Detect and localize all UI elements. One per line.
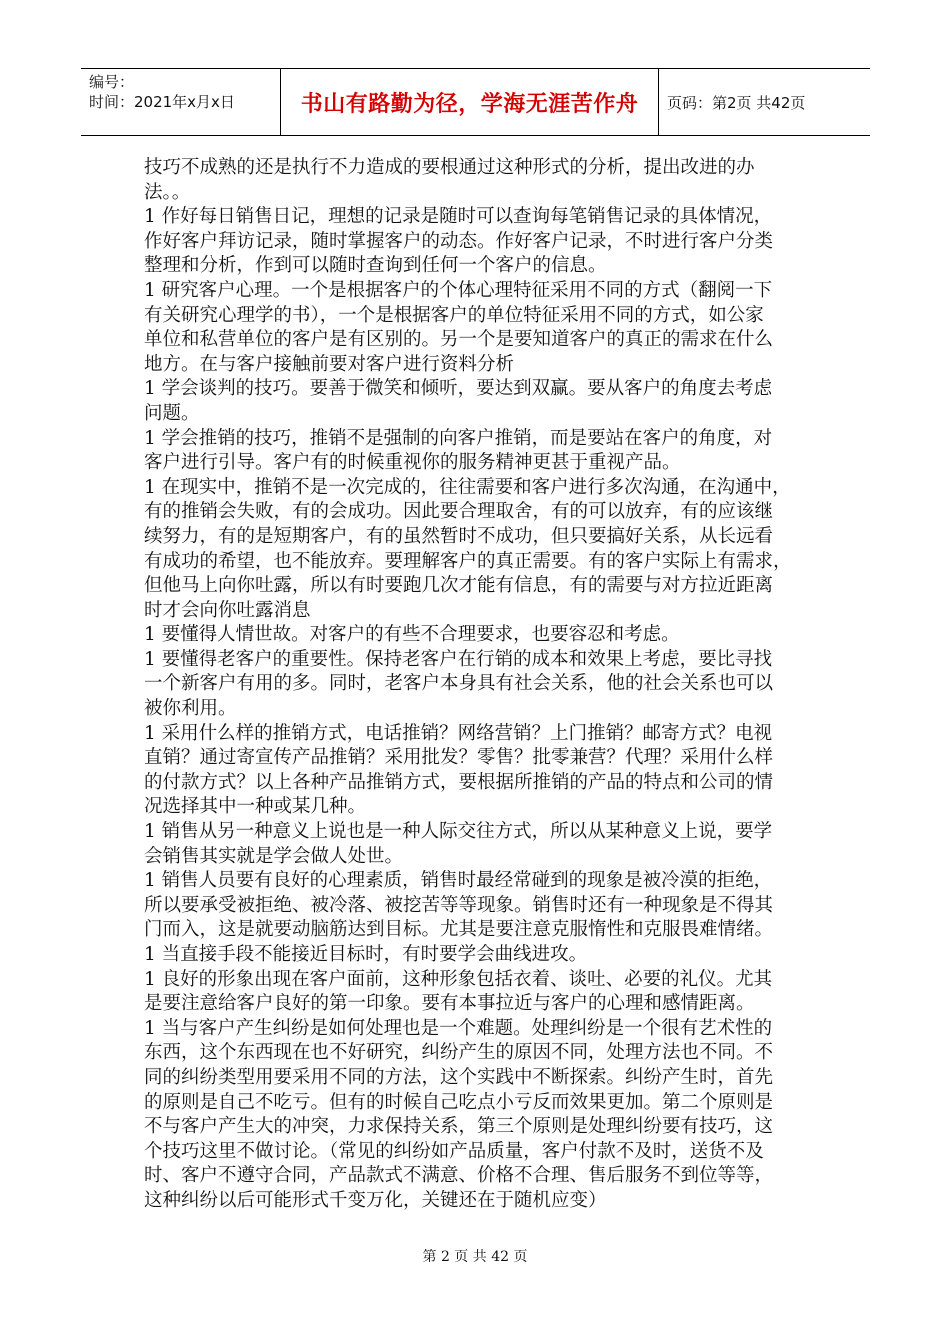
body-text-line: 不与客户产生大的冲突，力求保持关系，第三个原则是处理纠纷要有技巧，这 xyxy=(144,1116,774,1138)
body-text-line: 直销？通过寄宣传产品推销？采用批发？零售？批零兼营？代理？采用什么样 xyxy=(144,747,774,769)
body-text-line: 门而入，这是就要动脑筋达到目标。尤其是要注意克服惰性和克服畏难情绪。 xyxy=(144,919,774,941)
body-text-line: 但他马上向你吐露，所以有时要跑几次才能有信息，有的需要与对方拉近距离 xyxy=(144,575,774,597)
page-footer xyxy=(0,1246,950,1266)
body-text-line: 一个新客户有用的多。同时，老客户本身具有社会关系，他的社会关系也可以 xyxy=(144,673,774,695)
body-text-line: 问题。 xyxy=(144,402,200,424)
body-text-line: 1 良好的形象出现在客户面前，这种形象包括衣着、谈吐、必要的礼仪。尤其 xyxy=(144,968,773,990)
body-text-line: 1 当与客户产生纠纷是如何处理也是一个难题。处理纠纷是一个很有艺术性的 xyxy=(144,1017,773,1039)
body-text-line: 这种纠纷以后可能形式千变万化，关键还在于随机应变） xyxy=(144,1189,607,1211)
footer-page-number: 第 2 页 共 42 页 xyxy=(422,1249,528,1265)
body-text-line: 1 销售人员要有良好的心理素质，销售时最经常碰到的现象是被冷漠的拒绝， xyxy=(144,870,773,892)
body-text-line: 法。。 xyxy=(144,181,191,203)
body-text-line: 的原则是自己不吃亏。但有的时候自己吃点小亏反而效果更加。第二个原则是 xyxy=(144,1091,774,1113)
body-text-line: 客户进行引导。客户有的时候重视你的服务精神更甚于重视产品。 xyxy=(144,452,681,474)
body-text-line: 有的推销会失败，有的会成功。因此要合理取舍，有的可以放弃，有的应该继 xyxy=(144,501,774,523)
header-motto: 书山有路勤为径，学海无涯苦作舟 xyxy=(300,91,639,117)
body-text-line: 1 在现实中，推销不是一次完成的，往往需要和客户进行多次沟通，在沟通中， xyxy=(144,476,791,498)
page-header xyxy=(81,68,870,136)
document-date: 时间：2021年x月x日 xyxy=(89,93,235,111)
body-text-line: 的付款方式？以上各种产品推销方式，要根据所推销的产品的特点和公司的情 xyxy=(144,771,774,793)
body-text-line: 个技巧这里不做讨论。（常见的纠纷如产品质量，客户付款不及时，送货不及 xyxy=(144,1140,764,1162)
body-text-line: 1 学会推销的技巧，推销不是强制的向客户推销，而是要站在客户的角度，对 xyxy=(144,427,773,449)
body-text-line: 1 研究客户心理。一个是根据客户的个体心理特征采用不同的方式（翻阅一下 xyxy=(144,279,773,301)
body-text-line: 是要注意给客户良好的第一印象。要有本事拉近与客户的心理和感情距离。 xyxy=(144,993,755,1015)
body-text-line: 被你利用。 xyxy=(144,698,237,720)
header-page-info: 页码：第2页 共42页 xyxy=(667,93,806,112)
header-page-cell xyxy=(659,69,870,135)
body-text-line: 单位和私营单位的客户是有区别的。另一个是要知道客户的真正的需求在什么 xyxy=(144,329,774,351)
body-text-line: 有关研究心理学的书），一个是根据客户的单位特征采用不同的方式，如公家 xyxy=(144,304,764,326)
body-text-line: 技巧不成熟的还是执行不力造成的要根通过这种形式的分析，提出改进的办 xyxy=(144,157,755,178)
body-text-line: 有成功的希望，也不能放弃。要理解客户的真正需要。有的客户实际上有需求， xyxy=(144,550,792,572)
body-text-line: 1 要懂得老客户的重要性。保持老客户在行销的成本和效果上考虑，要比寻找 xyxy=(144,648,773,670)
body-text-line: 作好客户拜访记录，随时掌握客户的动态。作好客户记录，不时进行客户分类 xyxy=(144,230,774,252)
document-body xyxy=(144,156,812,1214)
document-number-label: 编号： xyxy=(89,73,135,91)
body-text-line: 1 销售从另一种意义上说也是一种人际交往方式，所以从某种意义上说，要学 xyxy=(144,821,773,843)
body-text-line: 1 学会谈判的技巧。要善于微笑和倾听，要达到双赢。要从客户的角度去考虑 xyxy=(144,378,773,400)
body-text-line: 时、客户不遵守合同，产品款式不满意、价格不合理、售后服务不到位等等， xyxy=(144,1165,774,1187)
body-text-line: 1 作好每日销售日记，理想的记录是随时可以查询每笔销售记录的具体情况， xyxy=(144,206,773,228)
body-text-line: 所以要承受被拒绝、被冷落、被挖苦等等现象。销售时还有一种现象是不得其 xyxy=(144,894,774,916)
header-meta xyxy=(81,69,281,135)
body-text-line: 况选择其中一种或某几种。 xyxy=(144,796,367,818)
body-text-line: 时才会向你吐露消息 xyxy=(144,599,311,621)
body-text-line: 1 采用什么样的推销方式，电话推销？网络营销？上门推销？邮寄方式？电视 xyxy=(144,722,773,744)
body-text-line: 地方。在与客户接触前要对客户进行资料分析 xyxy=(144,353,515,375)
body-text-line: 同的纠纷类型用要采用不同的方法，这个实践中不断探索。纠纷产生时，首先 xyxy=(144,1066,774,1088)
body-text-line: 续努力，有的是短期客户，有的虽然暂时不成功，但只要搞好关系，从长远看 xyxy=(144,525,774,547)
body-text-line: 1 当直接手段不能接近目标时，有时要学会曲线进攻。 xyxy=(144,944,588,965)
body-text-line: 会销售其实就是学会做人处世。 xyxy=(144,845,404,867)
body-text-line: 整理和分析，作到可以随时查询到任何一个客户的信息。 xyxy=(144,255,607,277)
header-motto-cell xyxy=(281,69,659,135)
body-text-line: 东西，这个东西现在也不好研究，纠纷产生的原因不同，处理方法也不同。不 xyxy=(144,1042,774,1064)
body-text-line: 1 要懂得人情世故。对客户的有些不合理要求，也要容忍和考虑。 xyxy=(144,624,680,646)
